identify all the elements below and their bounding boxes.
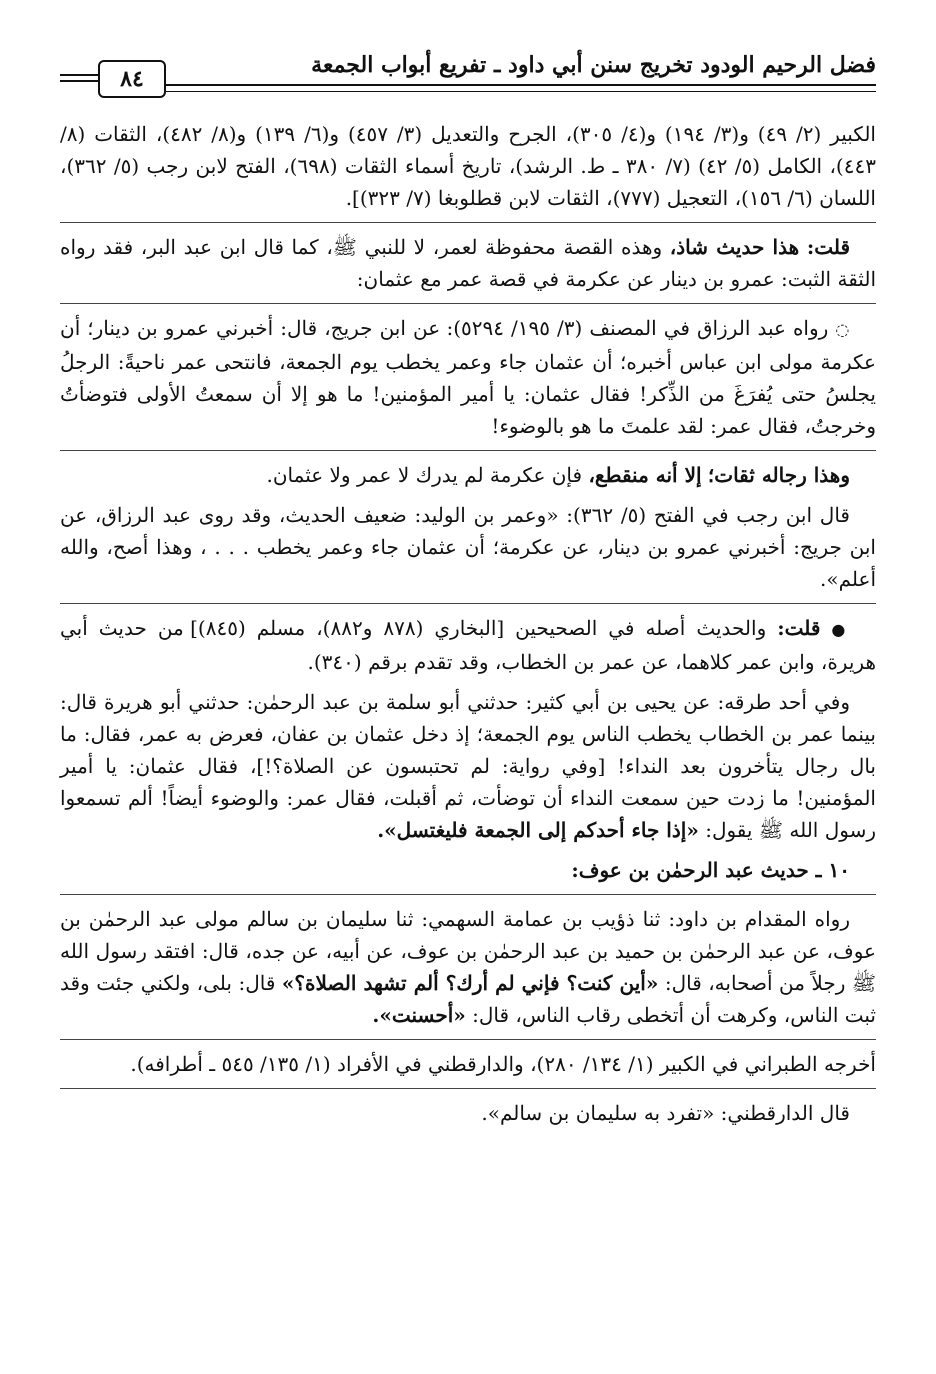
paragraph-text: الكبير (٢/ ٤٩) و(٣/ ١٩٤) و(٤/ ٣٠٥)، الجرح والتعديل (٣/ ٤٥٧) و(٦/ ١٣٩) و(٨/ ٤٨٢)، الثقات (٨/ ٤٤٣)، الكامل (٥/ ٤٢) (٧/ ٣٨٠ ـ ط. الرشد)، تاريخ أسماء الثقات (٦٩٨)، الفتح لابن رجب (٥/ ٣٦٢)، اللسان (٦/ ١٥٦)، التعجيل (٧٧٧)، الثقات لابن قطلوبغا (٧/ ٣٢٣)].	[60, 122, 876, 210]
header-rule	[162, 84, 876, 86]
citation-paragraph	[60, 118, 876, 214]
hadith-quote: «أحسنت».	[372, 1003, 466, 1027]
section-divider	[60, 603, 876, 604]
ruling-text: إلا أنه منقطع،	[588, 463, 702, 487]
paragraph-text: قال: بلى، ولكني جئت وقد ثبت الناس، وكرهت أن أتخطى رقاب الناس، قال:	[60, 971, 876, 1027]
ruling-text: وهذا رجاله ثقات؛	[707, 463, 850, 487]
header-rule	[162, 91, 876, 92]
ruling-paragraph	[60, 231, 876, 295]
section-divider	[60, 1088, 876, 1089]
paragraph-text: قال الدارقطني: «تفرد به سليمان بن سالم».	[481, 1101, 850, 1125]
section-divider	[60, 222, 876, 223]
section-divider	[60, 303, 876, 304]
quote-paragraph	[60, 1097, 876, 1129]
bullet-marker: ●	[831, 620, 851, 639]
header-rule	[60, 74, 98, 76]
paragraph-label: قلت:	[777, 616, 821, 640]
page-header	[60, 50, 876, 102]
paragraph-text: قال ابن رجب في الفتح (٥/ ٣٦٢): «وعمر بن الوليد: ضعيف الحديث، وقد روى عبد الرزاق، عن ابن جريج: أخبرني عمرو بن دينار، عن عكرمة؛ أن عثمان جاء وعمر يخطب . . . ، وهذا أصح، والله أعلم».	[60, 503, 876, 591]
section-divider	[60, 1039, 876, 1040]
quote-paragraph	[60, 499, 876, 595]
page-number: ٨٤	[98, 60, 166, 98]
ruling-paragraph	[60, 459, 876, 491]
section-divider	[60, 894, 876, 895]
citation-paragraph	[60, 1048, 876, 1080]
narration-paragraph	[60, 312, 876, 442]
paragraph-text: رواه عبد الرزاق في المصنف (٣/ ١٩٥/ ٥٢٩٤): عن ابن جريج، قال: أخبرني عمرو بن دينار؛ أن عكرمة مولى ابن عباس أخبره؛ أن عثمان جاء وعمر يخطب يوم الجمعة، فانتحى عمر ناحيةً: الرجلُ يجلسُ حتى يُفرَغَ من الذِّكر! فقال عثمان: يا أمير المؤمنين! ما هو إلا أن سمعتُ الأولى فتوضأتُ وخرجتُ، فقال عمر: لقد علمتَ ما هو بالوضوء!	[60, 316, 876, 438]
hadith-quote: «أين كنت؟ فإني لم أرك؟ ألم تشهد الصلاة؟»	[281, 971, 659, 995]
hadith-paragraph	[60, 903, 876, 1031]
paragraph-text: وفي أحد طرقه: عن يحيى بن أبي كثير: حدثني أبو سلمة بن عبد الرحمٰن: حدثني أبو هريرة قال: بينما عمر بن الخطاب يخطب الناس يوم الجمعة؛ إذ دخل عثمان بن عفان، فعرض به عمر، فقال: ما بال رجال يتأخرون بعد النداء! [وفي رواية: لم تحتبسون عن الصلاة؟!]، فقال عثمان: يا أمير المؤمنين! ما زدت حين سمعت النداء أن توضأت، ثم أقبلت، فقال عمر: والوضوء أيضاً! ألم تسمعوا رسول الله ﷺ يقول:	[60, 690, 876, 842]
bullet-marker: ◌	[835, 320, 850, 339]
section-divider	[60, 450, 876, 451]
header-rule	[60, 80, 98, 82]
paragraph-text: أخرجه الطبراني في الكبير (١/ ١٣٤/ ٢٨٠)، والدارقطني في الأفراد (١/ ١٣٥/ ٥٤٥ ـ أطرافه).	[130, 1052, 876, 1076]
paragraph-text: وهذه القصة محفوظة لعمر، لا للنبي ﷺ، كما قال ابن عبد البر، فقد رواه الثقة الثبت: عمرو بن دينار عن عكرمة في قصة عمر مع عثمان:	[60, 235, 876, 291]
paragraph-text: والحديث أصله في الصحيحين [البخاري (٨٧٨ و٨٨٢)، مسلم (٨٤٥)] من حديث أبي هريرة، وابن عمر كلاهما، عن عمر بن الخطاب، وقد تقدم برقم (٣٤٠).	[60, 616, 876, 674]
page-body	[60, 118, 876, 1137]
running-title: فضل الرحيم الودود تخريج سنن أبي داود ـ تفريع أبواب الجمعة	[311, 52, 876, 78]
paragraph-text: رواه المقدام بن داود: ثنا ذؤيب بن عمامة السهمي: ثنا سليمان بن سالم مولى عبد الرحمٰن بن عوف، عن عبد الرحمٰن بن حميد بن عبد الرحمٰن بن عوف، عن أبيه، عن جده، قال: افتقد رسول الله ﷺ رجلاً من أصحابه، قال:	[60, 907, 876, 995]
hadith-paragraph	[60, 686, 876, 846]
note-paragraph	[60, 612, 876, 678]
ruling-text: هذا حديث شاذ،	[669, 235, 800, 259]
hadith-quote: «إذا جاء أحدكم إلى الجمعة فليغتسل».	[377, 818, 699, 842]
paragraph-label: قلت:	[806, 235, 851, 259]
paragraph-text: فإن عكرمة لم يدرك لا عمر ولا عثمان.	[266, 463, 583, 487]
section-heading: ١٠ ـ حديث عبد الرحمٰن بن عوف:	[571, 858, 850, 882]
